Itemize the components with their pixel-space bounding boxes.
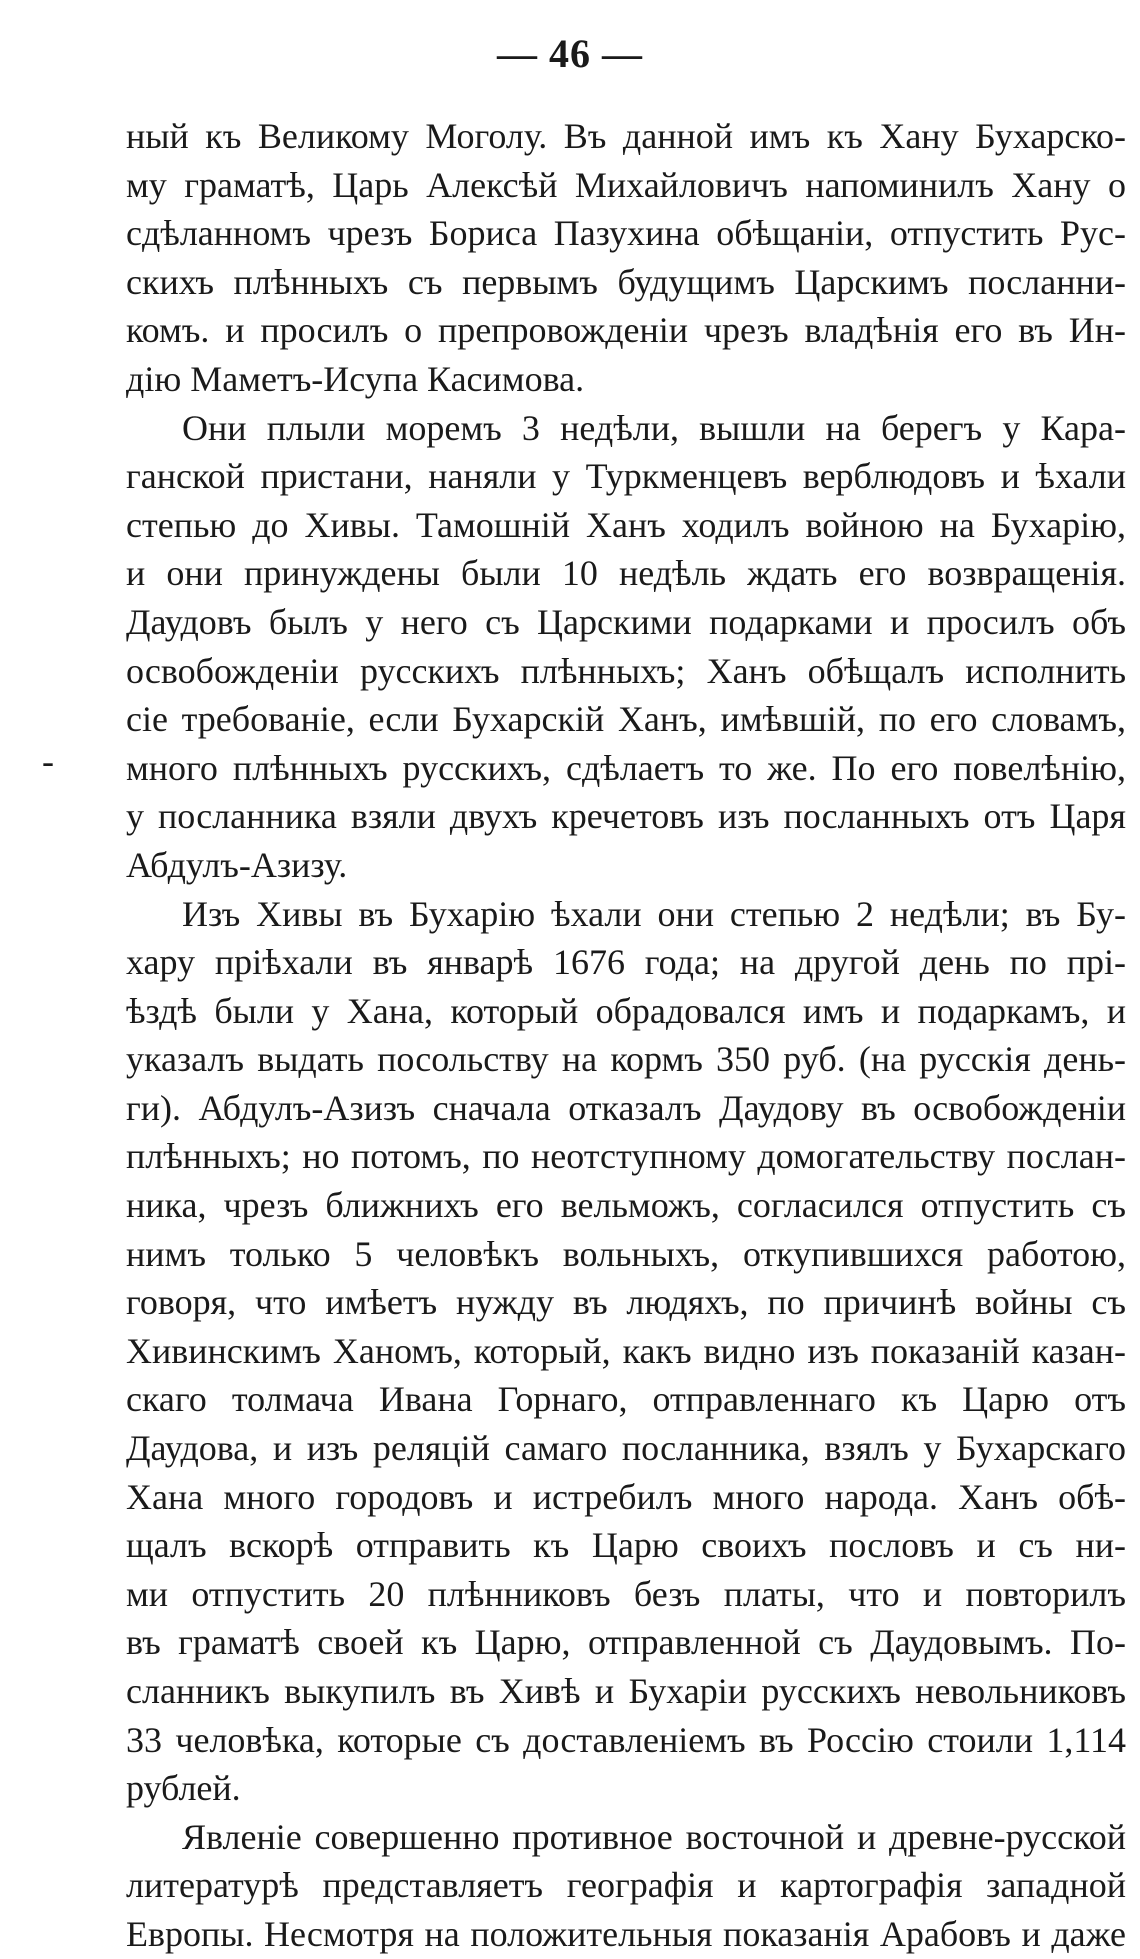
- text-line: рублей.: [126, 1768, 241, 1809]
- text-line: сдѣланномъ чрезъ Бориса Пазухина обѣщаніи, отпустить Рус-: [126, 213, 1126, 254]
- body-text: [126, 112, 1126, 1959]
- text-line: 33 человѣка, которые съ доставленіемъ въ Россію стоили 1,114: [126, 1719, 1126, 1760]
- text-line: скаго толмача Ивана Горнаго, отправленнаго къ Царю отъ: [126, 1379, 1126, 1420]
- text-line: Абдулъ-Азизу.: [126, 844, 348, 885]
- text-line: дію Маметъ-Исупа Касимова.: [126, 358, 585, 399]
- text-line: Явленіе совершенно противное восточной и древне-русской: [182, 1816, 1126, 1857]
- text-line: въ граматѣ своей къ Царю, отправленной съ Даудовымъ. По-: [126, 1622, 1126, 1663]
- text-line: сланникъ выкупилъ въ Хивѣ и Бухаріи русскихъ невольниковъ: [126, 1671, 1126, 1711]
- text-line: комъ. и просилъ о препровожденіи чрезъ владѣнія его въ Ин-: [126, 310, 1126, 351]
- text-line: и они принуждены были 10 недѣль ждать его возвращенія.: [126, 553, 1126, 594]
- page-number: — 46 —: [497, 31, 643, 76]
- text-line: щалъ вскорѣ отправить къ Царю своихъ пословъ и съ ни-: [126, 1525, 1126, 1566]
- text-line: плѣнныхъ; но потомъ, по неотступному домогательству послан-: [126, 1136, 1126, 1177]
- text-line: Хивинскимъ Ханомъ, который, какъ видно изъ показаній казан-: [126, 1330, 1126, 1371]
- text-line: у посланника взяли двухъ кречетовъ изъ посланныхъ отъ Царя: [126, 796, 1126, 837]
- text-line: указалъ выдать посольству на кормъ 350 руб. (на русскія день-: [126, 1039, 1126, 1080]
- text-line: степью до Хивы. Тамошній Ханъ ходилъ войною на Бухарію,: [126, 504, 1126, 545]
- text-line: освобожденіи русскихъ плѣнныхъ; Ханъ обѣщалъ исполнить: [126, 650, 1126, 691]
- text-line: ганской пристани, наняли у Туркменцевъ верблюдовъ и ѣхали: [126, 456, 1126, 497]
- text-line: нимъ только 5 человѣкъ вольныхъ, откупившихся работою,: [126, 1233, 1126, 1274]
- text-line: хару пріѣхали въ январѣ 1676 года; на другой день по прі-: [126, 942, 1126, 983]
- text-line: ѣздѣ были у Хана, который обрадовался имъ и подаркамъ, и: [126, 990, 1126, 1031]
- text-line: ми отпустить 20 плѣнниковъ безъ платы, что и повторилъ: [126, 1573, 1126, 1614]
- text-line: Даудовъ былъ у него съ Царскими подарками и просилъ объ: [126, 601, 1126, 642]
- text-line: ги). Абдулъ-Азизъ сначала отказалъ Даудову въ освобожденіи: [126, 1087, 1126, 1128]
- text-line: скихъ плѣнныхъ съ первымъ будущимъ Царскимъ посланни-: [126, 261, 1126, 302]
- text-line: говоря, что имѣетъ нужду въ людяхъ, по причинѣ войны съ: [126, 1282, 1126, 1323]
- text-line: Европы. Несмотря на положительныя показанія Арабовъ и даже: [126, 1913, 1126, 1954]
- text-line: сіе требованіе, если Бухарскій Ханъ, имѣвшій, по его словамъ,: [126, 699, 1126, 740]
- text-line: много плѣнныхъ русскихъ, сдѣлаетъ то же. По его повелѣнію,: [126, 747, 1126, 788]
- text-line: Хана много городовъ и истребилъ много народа. Ханъ обѣ-: [126, 1476, 1126, 1517]
- text-line: Они плыли моремъ 3 недѣли, вышли на берегъ у Кара-: [182, 407, 1126, 448]
- text-line: ный къ Великому Моголу. Въ данной имъ къ Хану Бухарско-: [126, 116, 1126, 156]
- text-line: литературѣ представляетъ географія и картографія западной: [126, 1865, 1126, 1906]
- text-line: Даудова, и изъ реляцій самаго посланника, взялъ у Бухарскаго: [126, 1428, 1126, 1469]
- text-line: ника, чрезъ ближнихъ его вельможъ, согласился отпустить съ: [126, 1185, 1126, 1226]
- text-line: му граматѣ, Царь Алексѣй Михайловичъ напоминилъ Хану о: [126, 164, 1126, 205]
- text-line: Изъ Хивы въ Бухарію ѣхали они степью 2 недѣли; въ Бу-: [182, 893, 1126, 934]
- margin-mark: -: [42, 741, 54, 781]
